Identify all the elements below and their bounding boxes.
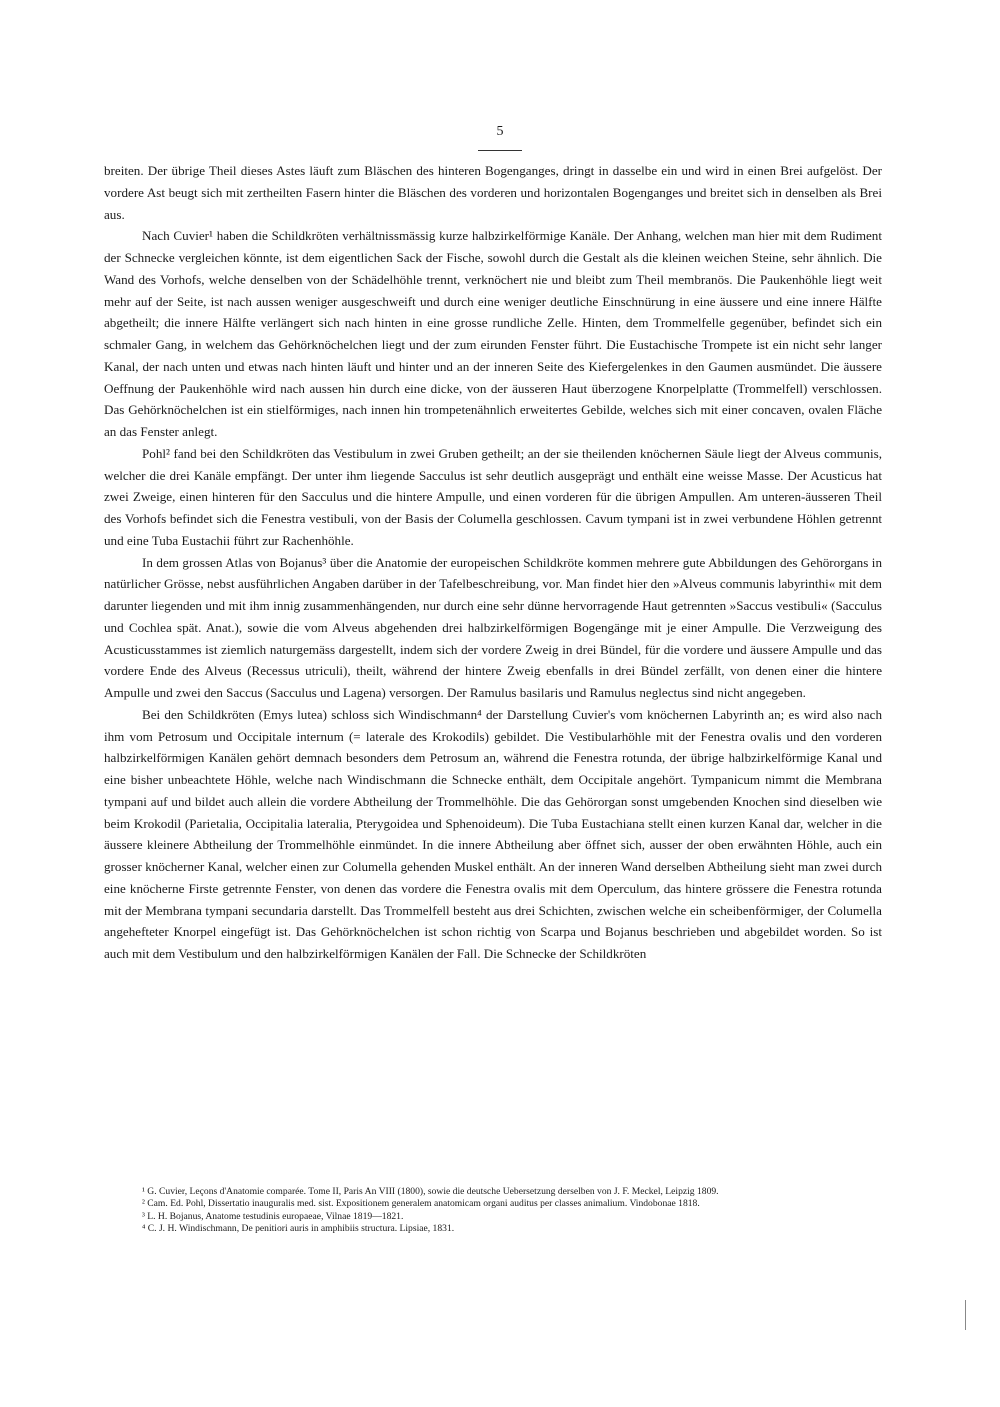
paragraph: Pohl² fand bei den Schildkröten das Vestibulum in zwei Gruben getheilt; an der sie theilenden knöchernen Säule liegt der Alveus communis, welcher die drei Kanäle empfängt. Der unter ihm liegende Sacculus ist sehr deutlich ausgeprägt und enthält eine weisse Masse. Der Acusticus hat zwei Zweige, einen hinteren für den Sacculus und die hintere Ampulle, und einen vorderen für die übrigen Ampullen. Am unteren-äusseren Theil des Vorhofs befindet sich die Fenestra vestibuli, von der Basis der Columella geschlossen. Cavum tympani ist in zwei verbundene Höhlen getrennt und eine Tuba Eustachii führt zur Rachenhöhle.: [104, 445, 882, 548]
paragraph: Nach Cuvier¹ haben die Schildkröten verhältnissmässig kurze halbzirkelförmige Kanäle. Der Anhang, welchen man hier mit dem Rudiment der Schnecke vergleichen könnte, ist dem eigentlichen Sack der Fische, sowohl durch die Gestalt als die kleinen weichen Steine, sehr ähnlich. Die Wand des Vorhofs, welche denselben von der Schädelhöhle trennt, verknöchert nie und bleibt zum Theil membranös. Die Paukenhöhle liegt weit mehr auf der Seite, ist nach aussen weniger ausgeschweift und durch eine weniger deutliche Einschnürung in eine äussere und eine innere Hälfte abgetheilt; die innere Hälfte verlängert sich nach hinten in eine grosse rundliche Zelle. Hinten, dem Trommelfelle gegenüber, befindet sich ein schmaler Gang, in welchem das Gehörknöchelchen liegt und der zum eirunden Fenster führt. Die Eustachische Trompete ist ein nicht sehr langer Kanal, der nach unten und etwas nach hinten läuft und hinter und an der inneren Seite des Kiefergelenkes in den Gaumen ausmündet. Die äussere Oeffnung der Paukenhöhle wird nach aussen hin durch eine dicke, von der äusseren Haut überzogene Knorpelplatte (Trommelfell) verschlossen. Das Gehörknöchelchen ist ein stielförmiges, nach innen hin trompetenähnlich erweitertes Gebilde, welches sich mit einer concaven, ovalen Fläche an das Fenster anlegt.: [104, 228, 882, 439]
page-number: 5: [496, 124, 504, 139]
paragraph: breiten. Der übrige Theil dieses Astes läuft zum Bläschen des hinteren Bogenganges, dringt in dasselbe ein und wird in einen Brei aufgelöst. Der vordere Ast beugt sich mit zertheilten Fasern hinter die Bläschen des vorderen und horizontalen Bogenganges und breitet sich in denselben als Brei aus.: [104, 163, 882, 222]
paragraph: In dem grossen Atlas von Bojanus³ über die Anatomie der europeischen Schildkröte kommen mehrere gute Abbildungen des Gehörorgans in natürlicher Grösse, nebst ausführlichen Angaben darüber in der Tafelbeschreibung, vor. Man findet hier den »Alveus communis labyrinthi« mit dem darunter liegenden und mit ihm innig zusammenhängenden, nur durch eine sehr dünne hervorragende Haut getrennten »Saccus vestibuli« (Sacculus und Cochlea spät. Anat.), sowie die vom Alveus abgehenden drei halbzirkelförmigen Bogengänge mit je einer Ampulle. Die Verzweigung des Acusticusstammes ist ziemlich naturgemäss dargestellt, indem sich der vordere Zweig in drei Bündel, für die vordere und äussere Ampulle und das vordere Ende des Alveus (Recessus utriculi), theilt, während der hintere Zweig ebenfalls in drei Bündel zerfällt, von denen einer die hintere Ampulle und zwei den Saccus (Sacculus und Lagena) versorgen. Der Ramulus basilaris und Ramulus neglectus sind nicht angegeben.: [104, 554, 882, 700]
page-number-rule: [478, 150, 522, 151]
footnote: ² Cam. Ed. Pohl, Dissertatio inauguralis med. sist. Expositionem generalem anatomicam organi auditus per classes animalium. Vindobonae 1818.: [142, 1198, 700, 1210]
paragraph: Bei den Schildkröten (Emys lutea) schloss sich Windischmann⁴ der Darstellung Cuvier's vom knöchernen Labyrinth an; es wird also nach ihm vom Petrosum und Occipitale internum (= laterale des Krokodils) gebildet. Die Vestibularhöhle mit der Fenestra ovalis und den vorderen halbzirkelförmigen Kanälen gehört demnach besonders dem Petrosum an, während die Fenestra rotunda, der übrige halbzirkelförmige Kanal und eine bisher unbeachtete Höhle, welche nach Windischmann die Schnecke enthält, dem Occipitale angehört. Tympanicum nimmt die Membrana tympani auf und bildet auch allein die vordere Abtheilung der Trommelhöhle. Die das Gehörorgan sonst umgebenden Knochen sind dieselben wie beim Krokodil (Parietalia, Occipitalia lateralia, Pterygoidea und Sphenoideum). Die Tuba Eustachiana stellt einen kurzen Kanal dar, welcher in die äussere kleinere Abtheilung der Trommelhöhle einmündet. In die innere Abtheilung aber öffnet sich, ausser der oben erwähnten Höhle, auch ein grosser knöcherner Kanal, welcher einen zur Columella gehenden Muskel enthält. An der inneren Wand derselben Abtheilung sieht man zwei durch eine knöcherne Firste getrennte Fenster, von denen das vordere die Fenestra ovalis mit dem Operculum, das hintere grössere die Fenestra rotunda mit der Membrana tympani secundaria darstellt. Das Trommelfell besteht aus drei Schichten, zwischen welche ein scheibenförmiger, der Columella angehefteter Knorpel eingefügt ist. Das Gehörknöchelchen ist schon richtig von Scarpa und Bojanus beschrieben und abgebildet worden. So ist auch mit dem Vestibulum und den halbzirkelförmigen Kanälen der Fall. Die Schnecke der Schildkröten: [104, 706, 882, 961]
footnote: ³ L. H. Bojanus, Anatome testudinis europaeae, Vilnae 1819—1821.: [142, 1210, 404, 1222]
body-text: [104, 160, 882, 965]
footnotes: [104, 1186, 882, 1236]
margin-mark: [965, 1300, 966, 1330]
footnote: ¹ G. Cuvier, Leçons d'Anatomie comparée. Tome II, Paris An VIII (1800), sowie die deutsche Uebersetzung derselben von J. F. Meckel, Leipzig 1809.: [142, 1186, 719, 1197]
footnote: ⁴ C. J. H. Windischmann, De penitiori auris in amphibiis structura. Lipsiae, 1831.: [142, 1223, 455, 1235]
